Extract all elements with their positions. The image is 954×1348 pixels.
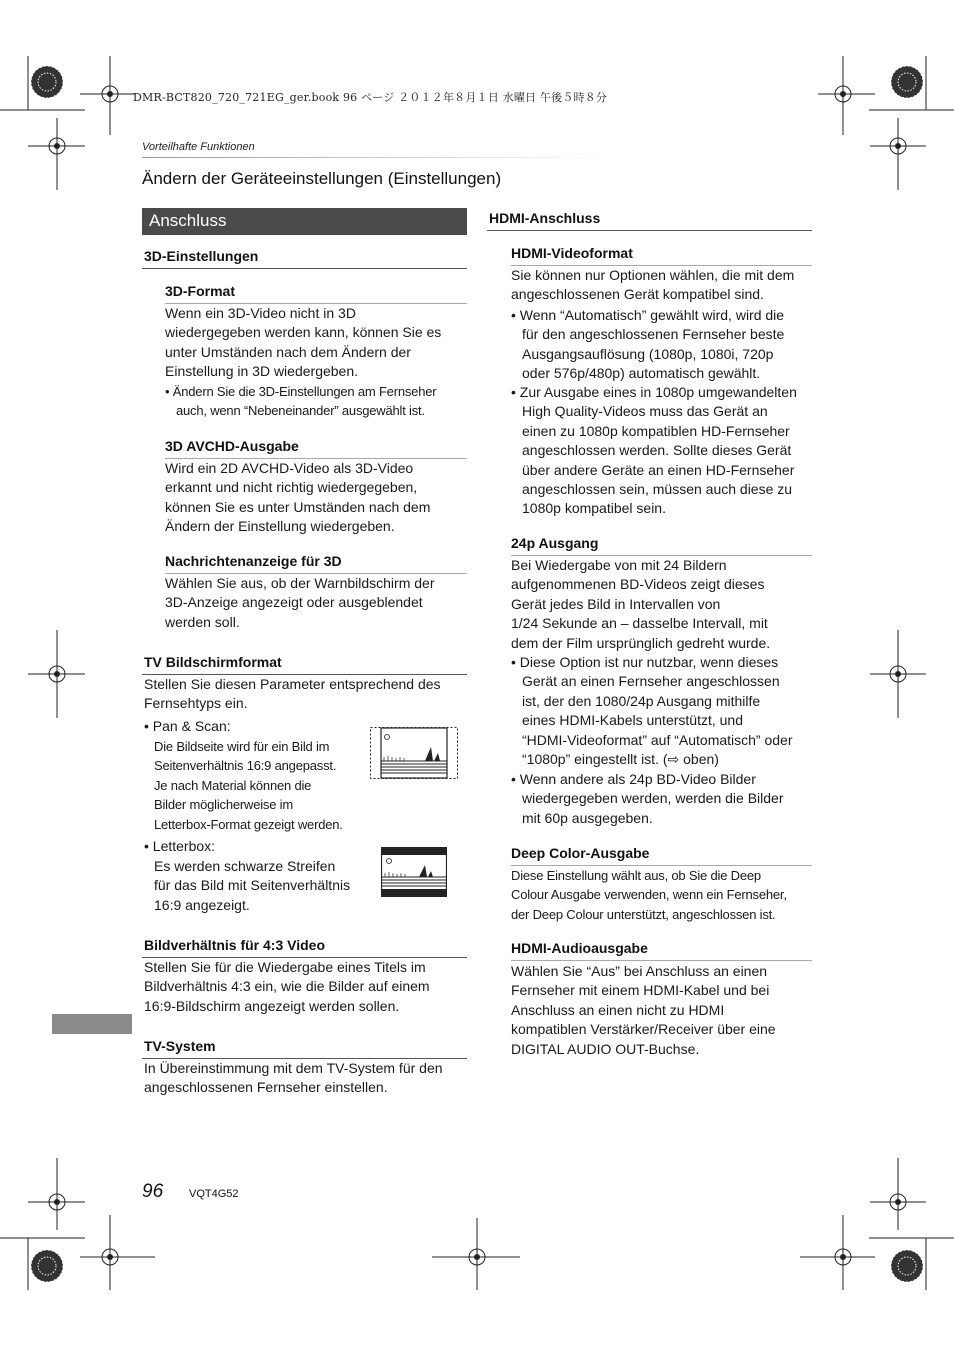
bullet-hdmi-auto: • Wenn “Automatisch” gewählt wird, wird die für den angeschlossenen Fernseher beste Ausgangsauflösung (1080p, 1080i, 720p oder 576p/480p) automatisch gewählt. (511, 307, 785, 382)
page-title: Ändern der Geräteeinstellungen (Einstellungen) (142, 169, 502, 188)
heading-deep-color: Deep Color-Ausgabe (511, 845, 812, 866)
letterbox-text: Es werden schwarze Streifen für das Bild mit Seitenverhältnis 16:9 angezeigt. (154, 858, 351, 913)
heading-hdmi-videoformat: HDMI-Videoformat (511, 245, 812, 266)
pan-scan-title: • Pan & Scan: (144, 718, 231, 734)
heading-tv-format: TV Bildschirmformat (142, 654, 467, 675)
heading-aspect-4-3: Bildverhältnis für 4:3 Video (142, 937, 467, 958)
text-3d-format: Wenn ein 3D-Video nicht in 3D wiedergegeben werden kann, können Sie es unter Umständen nach dem Ändern der Einstellung in 3D wiedergeben. (165, 305, 442, 380)
heading-tv-system: TV-System (142, 1038, 467, 1059)
bullet-24p-60p: • Wenn andere als 24p BD-Video Bilder wiedergegeben werden, werden die Bilder mit 60p ausgegeben. (511, 771, 784, 826)
pan-scan-text: Die Bildseite wird für ein Bild im Seitenverhältnis 16:9 angepasst. Je nach Material können die Bilder möglicherweise im Letterbox-Format gezeigt werden. (154, 739, 343, 832)
running-head: Vorteilhafte Funktionen (142, 141, 255, 153)
bullet-24p-requirements: • Diese Option ist nur nutzbar, wenn dieses Gerät an einen Fernseher angeschlossen ist, der den 1080/24p Ausgang mithilfe eines HDMI-Kabels unterstützt, und “HDMI-Videoformat” auf “Automatisch” oder “1080p” eingestellt ist. (⇨ oben) (511, 654, 793, 768)
text-aspect-4-3: Stellen Sie für die Wiedergabe eines Titels im Bildverhältnis 4:3 ein, wie die Bilder auf einem 16:9-Bildschirm angezeigt werden sollen. (144, 959, 430, 1014)
heading-hdmi-connection: HDMI-Anschluss (487, 210, 812, 231)
text-3d-avchd: Wird ein 2D AVCHD-Video als 3D-Video erkannt und nicht richtig wiedergegeben, können Sie es unter Umständen nach dem Ändern der Einstellung wiedergeben. (165, 460, 431, 535)
text-24p-output: Bei Wiedergabe von mit 24 Bildern aufgenommenen BD-Videos zeigt dieses Gerät jedes Bild in Intervallen von 1/24 Sekunde an – dasselbe Intervall, mit dem der Film ursprünglich gedreht wurde. (511, 557, 771, 651)
pan-scan-illustration (370, 727, 458, 779)
text-deep-color: Diese Einstellung wählt aus, ob Sie die Deep Colour Ausgabe verwenden, wenn ein Fernseher, der Deep Colour unterstützt, angeschlossen ist. (511, 868, 787, 922)
print-header: DMR-BCT820_720_721EG_ger.book 96 ページ ２０１２年８月１日 水曜日 午後５時８分 (133, 91, 608, 104)
text-tv-format: Stellen Sie diesen Parameter entsprechend des Fernsehtyps ein. (144, 676, 441, 712)
heading-24p-output: 24p Ausgang (511, 535, 812, 556)
letterbox-title: • Letterbox: (144, 838, 216, 854)
page-number: 96 (142, 1181, 164, 1202)
text-tv-system: In Übereinstimmung mit dem TV-System für den angeschlossenen Fernseher einstellen. (144, 1060, 443, 1096)
bullet-hdmi-1080p: • Zur Ausgabe eines in 1080p umgewandelten High Quality-Videos muss das Gerät an einen zu 1080p kompatiblen HD-Fernseher angeschlossen werden. Sollte dieses Gerät über andere Geräte an einen HD-Fernseher angeschlossen sein, müssen auch diese zu 1080p kompatibel sein. (511, 384, 797, 517)
chapter-side-tab (52, 1014, 132, 1034)
document-code: VQT4G52 (189, 1188, 239, 1200)
note-3d-format: • Ändern Sie die 3D-Einstellungen am Fernseher auch, wenn “Nebeneinander” ausgewählt ist. (165, 384, 437, 419)
letterbox-illustration (381, 847, 447, 897)
running-head-rule (142, 157, 612, 158)
text-3d-message: Wählen Sie aus, ob der Warnbildschirm der 3D-Anzeige angezeigt oder ausgeblendet werden soll. (165, 575, 435, 630)
heading-3d-format: 3D-Format (165, 283, 467, 304)
text-hdmi-audio: Wählen Sie “Aus” bei Anschluss an einen Fernseher mit einem HDMI-Kabel und bei Anschluss an einen nicht zu HDMI kompatiblen Verstärker/Receiver über eine DIGITAL AUDIO OUT-Buchse. (511, 963, 776, 1057)
section-title-bar: Anschluss (142, 208, 467, 235)
heading-3d-message: Nachrichtenanzeige für 3D (165, 553, 467, 574)
heading-3d-avchd: 3D AVCHD-Ausgabe (165, 438, 467, 459)
heading-hdmi-audio: HDMI-Audioausgabe (511, 940, 812, 961)
heading-3d-settings: 3D-Einstellungen (142, 248, 467, 269)
text-hdmi-videoformat: Sie können nur Optionen wählen, die mit dem angeschlossenen Gerät kompatibel sind. (511, 267, 795, 303)
